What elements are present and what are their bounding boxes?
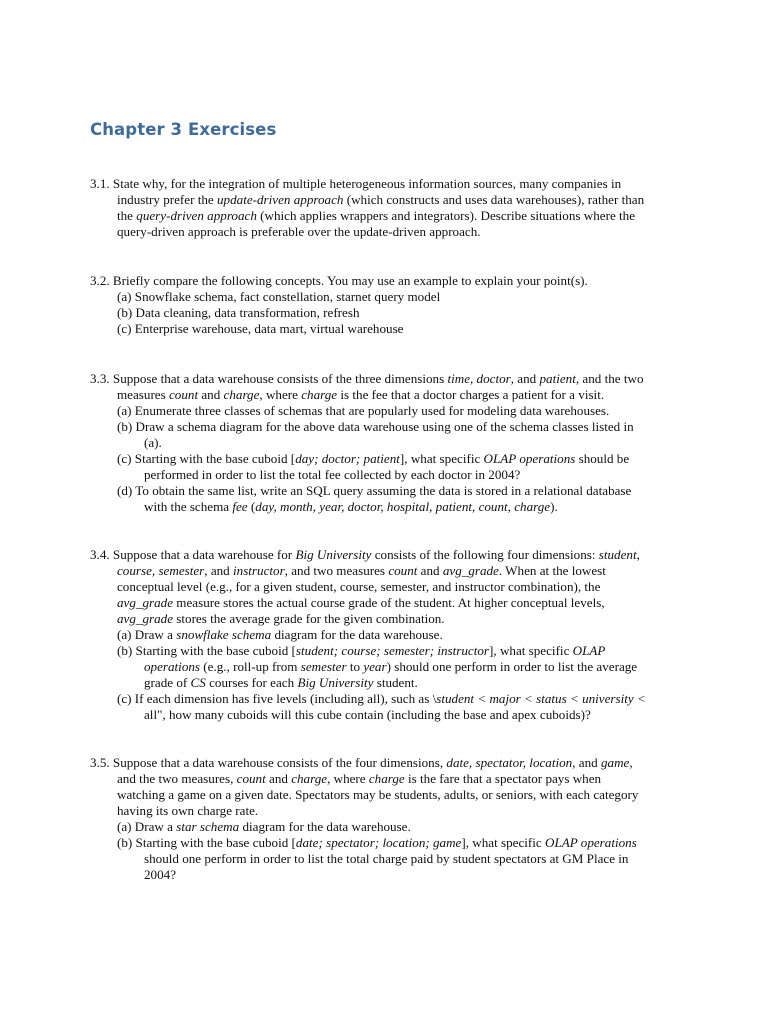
sub-item-d: (d) To obtain the same list, write an SQL query assuming the data is stored in a relational database xyxy=(117,483,632,498)
exercise-3-5 xyxy=(90,755,690,883)
sub-item-a: (a) Draw a star schema diagram for the data warehouse. xyxy=(117,819,411,834)
exercise-line: measures count and charge, where charge is the fee that a doctor charges a patient for a visit. xyxy=(117,387,605,402)
sub-item-a: (a) Draw a snowflake schema diagram for the data warehouse. xyxy=(117,627,443,642)
exercise-line: 3.3. Suppose that a data warehouse consists of the three dimensions time, doctor, and patient, and the two xyxy=(90,371,644,386)
sub-item-b-cont: (a). xyxy=(144,435,162,450)
exercise-line: and the two measures, count and charge, where charge is the fare that a spectator pays when xyxy=(117,771,602,786)
sub-item-c-cont: all", how many cuboids will this cube contain (including the base and apex cuboids)? xyxy=(144,707,591,722)
sub-item-a: (a) Enumerate three classes of schemas that are popularly used for modeling data warehouses. xyxy=(117,403,610,418)
sub-item-c: (c) Enterprise warehouse, data mart, virtual warehouse xyxy=(117,321,404,336)
exercise-3-4 xyxy=(90,547,690,723)
exercise-line: 3.4. Suppose that a data warehouse for Big University consists of the following four dimensions: student, xyxy=(90,547,640,562)
sub-item-b: (b) Data cleaning, data transformation, refresh xyxy=(117,305,360,320)
sub-item-b: (b) Draw a schema diagram for the above data warehouse using one of the schema classes listed in xyxy=(117,419,634,434)
sub-item-b: (b) Starting with the base cuboid [student; course; semester; instructor], what specific OLAP xyxy=(117,643,606,658)
exercise-line: 3.2. Briefly compare the following concepts. You may use an example to explain your point(s). xyxy=(90,273,588,288)
sub-item-b-cont2: grade of CS courses for each Big University student. xyxy=(144,675,418,690)
sub-item-c: (c) If each dimension has five levels (including all), such as \student < major < status < university < xyxy=(117,691,646,706)
sub-item-c: (c) Starting with the base cuboid [day; doctor; patient], what specific OLAP operations should be xyxy=(117,451,630,466)
exercise-line: watching a game on a given date. Spectators may be students, adults, or seniors, with each category xyxy=(117,787,639,802)
sub-item-b-cont2: 2004? xyxy=(144,867,176,882)
exercise-line: avg_grade stores the average grade for the given combination. xyxy=(117,611,445,626)
sub-item-a: (a) Snowflake schema, fact constellation, starnet query model xyxy=(117,289,441,304)
exercise-line: 3.5. Suppose that a data warehouse consists of the four dimensions, date, spectator, location, and game, xyxy=(90,755,633,770)
sub-item-c-cont: performed in order to list the total fee collected by each doctor in 2004? xyxy=(144,467,521,482)
exercise-line: conceptual level (e.g., for a given student, course, semester, and instructor combination), the xyxy=(117,579,601,594)
exercise-line: avg_grade measure stores the actual course grade of the student. At higher conceptual levels, xyxy=(117,595,605,610)
exercise-3-3 xyxy=(90,371,690,515)
sub-item-b: (b) Starting with the base cuboid [date; spectator; location; game], what specific OLAP operations xyxy=(117,835,637,850)
chapter-title: Chapter 3 Exercises xyxy=(90,120,277,139)
sub-item-d-cont: with the schema fee (day, month, year, doctor, hospital, patient, count, charge). xyxy=(144,499,558,514)
exercise-3-2 xyxy=(90,273,690,337)
sub-item-b-cont: operations (e.g., roll-up from semester to year) should one perform in order to list the average xyxy=(144,659,638,674)
exercise-line: 3.1. State why, for the integration of multiple heterogeneous information sources, many companies in xyxy=(90,176,622,191)
exercise-line: the query-driven approach (which applies wrappers and integrators). Describe situations where the xyxy=(117,208,636,223)
exercise-line: query-driven approach is preferable over the update-driven approach. xyxy=(117,224,481,239)
exercise-line: having its own charge rate. xyxy=(117,803,259,818)
exercise-3-1 xyxy=(90,176,690,240)
sub-item-b-cont: should one perform in order to list the total charge paid by student spectators at GM Place in xyxy=(144,851,629,866)
exercise-line: industry prefer the update-driven approach (which constructs and uses data warehouses), rather than xyxy=(117,192,645,207)
exercise-line: course, semester, and instructor, and two measures count and avg_grade. When at the lowest xyxy=(117,563,606,578)
